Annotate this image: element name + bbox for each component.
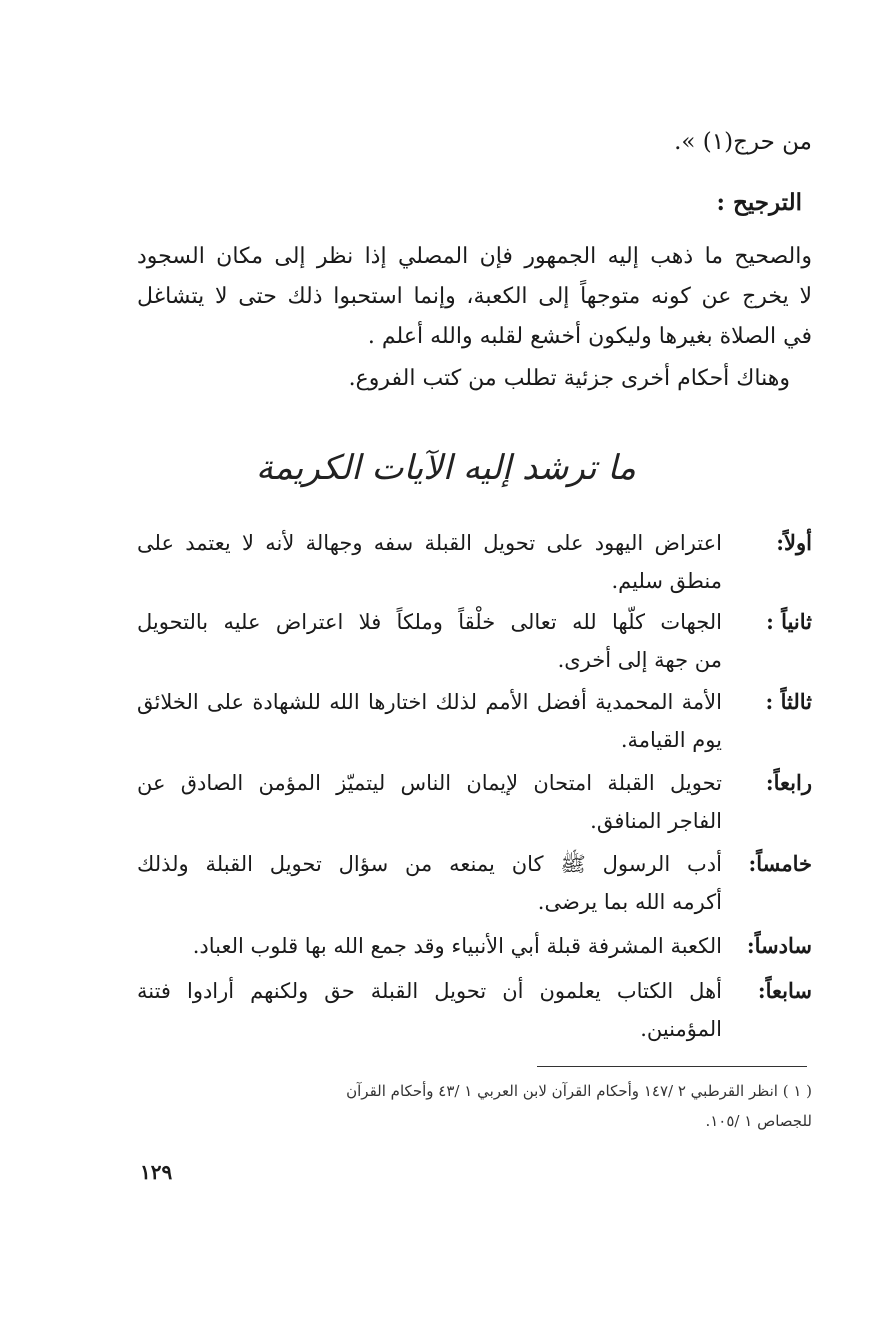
- page-number: ١٢٩: [140, 1160, 173, 1184]
- point-label: أولاً:: [776, 530, 812, 555]
- point-text: من جهة إلى أخرى.: [557, 648, 722, 672]
- point-text: أهل الكتاب يعلمون أن تحويل القبلة حق ولكنهم أرادوا فتنة: [137, 979, 722, 1003]
- paragraph-line-3: في الصلاة بغيرها وليكون أخشع لقلبه والله أعلم .: [367, 324, 812, 349]
- paragraph-line-1: والصحيح ما ذهب إليه الجمهور فإن المصلي إذا نظر إلى مكان السجود: [137, 244, 812, 269]
- point-label: خامساً:: [748, 851, 812, 876]
- calligraphy-heading: ما ترشد إليه الآيات الكريمة: [255, 448, 636, 488]
- paragraph2: وهناك أحكام أخرى جزئية تطلب من كتب الفروع.: [348, 366, 790, 391]
- point-text: الفاجر المنافق.: [590, 809, 722, 833]
- point-text: اعتراض اليهود على تحويل القبلة سفه وجهالة لأنه لا يعتمد على: [137, 531, 722, 555]
- paragraph-line-2: لا يخرج عن كونه متوجهاً إلى الكعبة، وإنما استحبوا ذلك حتى لا يتشاغل: [137, 284, 812, 309]
- footnote-divider: [537, 1066, 807, 1067]
- point-text: يوم القيامة.: [620, 728, 722, 752]
- point-text: الجهات كلّها لله تعالى خلْقاً وملكاً فلا اعتراض عليه بالتحويل: [137, 610, 722, 634]
- intro-line: من حرج(١) ».: [674, 129, 812, 155]
- point-text: المؤمنين.: [640, 1017, 722, 1041]
- point-text: تحويل القبلة امتحان لإيمان الناس ليتميّز المؤمن الصادق عن: [137, 771, 722, 795]
- point-text: منطق سليم.: [611, 569, 722, 593]
- point-label: ثانياً :: [766, 609, 812, 634]
- point-label: ثالثاً :: [765, 689, 812, 714]
- point-label: رابعاً:: [765, 770, 812, 795]
- point-text: أكرمه الله بما يرضى.: [537, 890, 722, 914]
- point-label: سادساً:: [746, 933, 812, 958]
- point-label: سابعاً:: [757, 978, 812, 1003]
- point-text: أدب الرسول ﷺ كان يمنعه من سؤال تحويل القبلة ولذلك: [137, 852, 722, 876]
- point-text: الأمة المحمدية أفضل الأمم لذلك اختارها الله للشهادة على الخلائق: [137, 690, 722, 714]
- point-text: الكعبة المشرفة قبلة أبي الأنبياء وقد جمع الله بها قلوب العباد.: [192, 934, 722, 958]
- section-title: الترجيح :: [716, 189, 802, 216]
- footnote-line-2: للجصاص ١ /١٠٥.: [705, 1112, 812, 1130]
- footnote-line-1: ( ١ ) انظر القرطبي ٢ /١٤٧ وأحكام القرآن لابن العربي ١ /٤٣ وأحكام القرآن: [346, 1082, 812, 1100]
